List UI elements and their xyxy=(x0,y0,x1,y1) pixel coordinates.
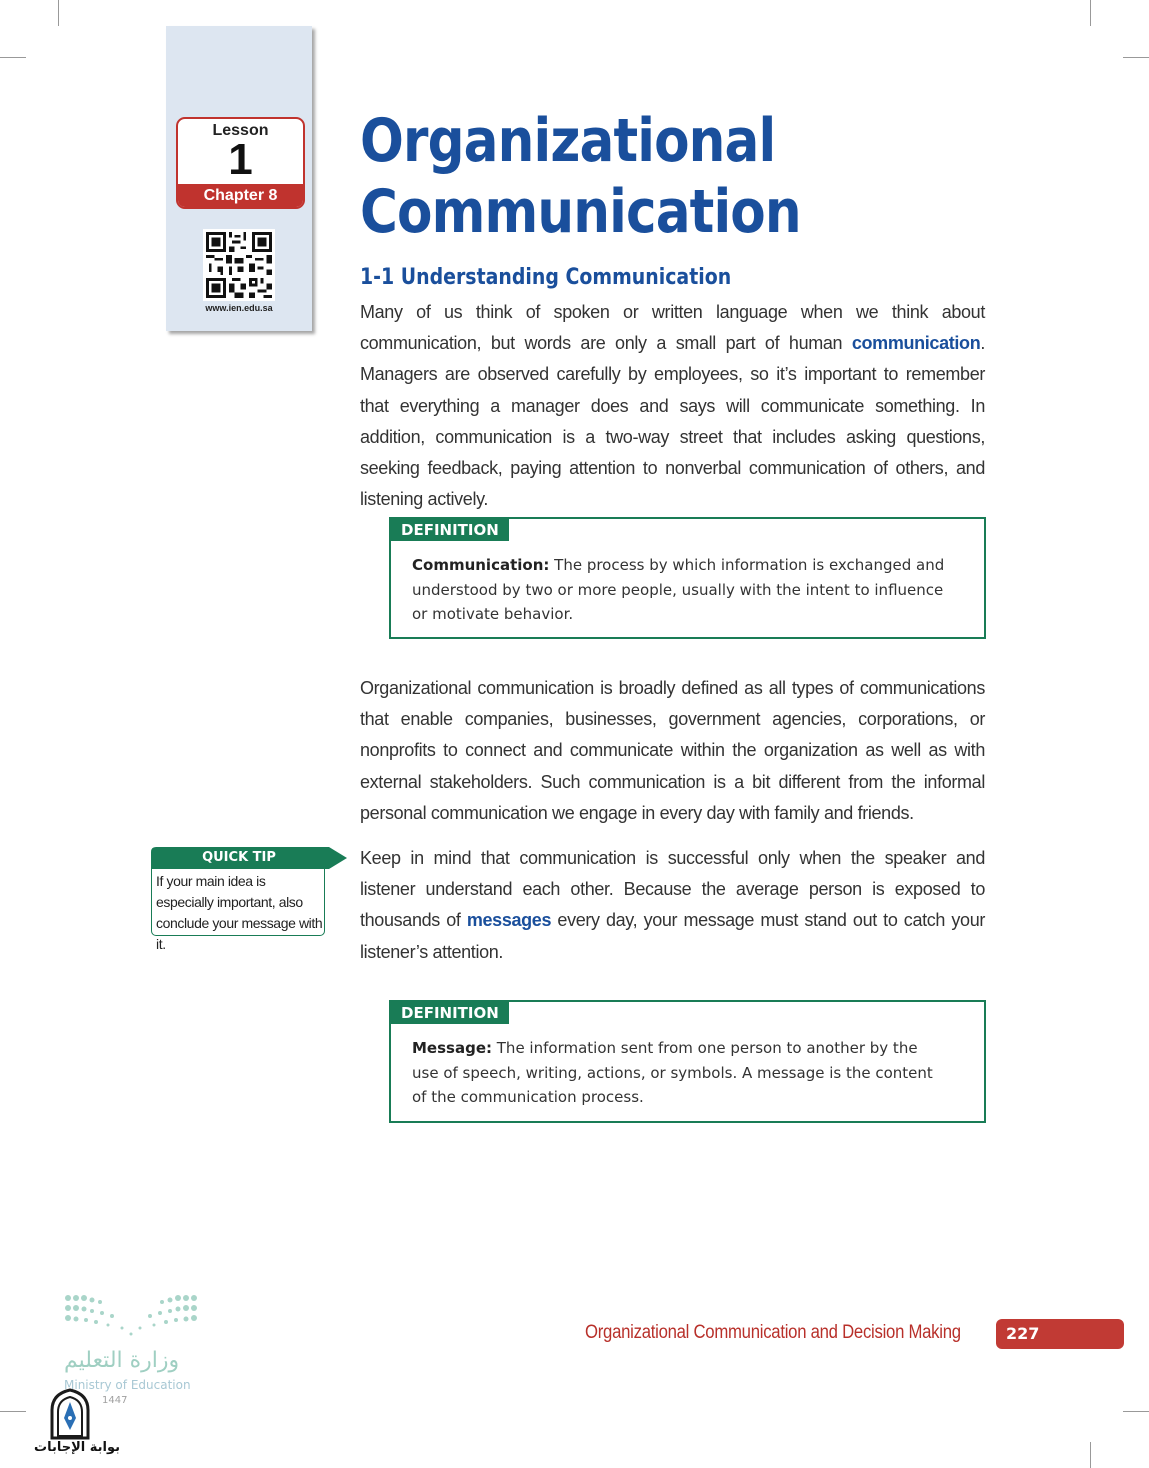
page-title-line-1: Organizational xyxy=(360,106,776,176)
page-number: 227 xyxy=(1006,1324,1040,1343)
crop-mark xyxy=(1123,57,1149,58)
definition-box-message xyxy=(389,1000,986,1123)
crop-mark xyxy=(0,1411,26,1412)
ministry-logo-icon xyxy=(62,1290,200,1340)
lesson-number: 1 xyxy=(228,135,253,184)
quick-tip-text: If your main idea is especially important, also conclude your message with it. xyxy=(151,869,325,936)
body-paragraph-3 xyxy=(360,843,985,968)
qr-code-icon[interactable] xyxy=(202,229,276,301)
portal-name: بوابة الإجابات xyxy=(34,1440,120,1455)
definition-body: The process by which information is exchanged and understood by two or more people, usually with the intent to influence or motivate behavior. xyxy=(412,556,945,623)
keyword-communication: communication xyxy=(851,333,981,354)
paragraph-text: Keep in mind that communication is successful only when the speaker and listener understand each other. Because the average person is exposed to thousands of xyxy=(360,848,985,931)
paragraph-text: Many of us think of spoken or written language when we think about communication, but words are only a small part of human xyxy=(360,302,985,354)
crop-mark xyxy=(1090,0,1091,26)
lesson-label: Lesson xyxy=(212,122,269,139)
definition-text xyxy=(412,1036,947,1110)
section-heading: 1-1 Understanding Communication xyxy=(360,265,732,290)
portal-logo-icon xyxy=(46,1388,94,1440)
ministry-arabic-name: وزارة التعليم xyxy=(64,1348,180,1373)
paragraph-text: every day, your message must stand out to catch your listener’s attention. xyxy=(360,910,985,962)
quick-tip-label: QUICK TIP xyxy=(202,850,276,865)
page-title xyxy=(360,106,842,248)
body-paragraph-2: Organizational communication is broadly defined as all types of communications that enable companies, businesses, government agencies, corporations, or nonprofits to connect and communicate within the organization as well as with external stakeholders. Such communication is a bit different from the informal personal communication we engage in every day with family and friends. xyxy=(360,678,985,823)
definition-term: Message: xyxy=(412,1039,492,1057)
page-title-line-2: Communication xyxy=(360,177,801,247)
crop-mark xyxy=(0,57,26,58)
body-paragraph-1 xyxy=(360,297,985,515)
ministry-year: 1447 xyxy=(102,1395,128,1406)
ministry-english-name: Ministry of Education xyxy=(64,1378,191,1392)
definition-term: Communication: xyxy=(412,556,550,574)
definition-body: The information sent from one person to another by the use of speech, writing, actions, or symbols. A message is the content of the communication process. xyxy=(412,1039,933,1106)
crop-mark xyxy=(58,0,59,26)
lesson-badge xyxy=(176,117,305,209)
paragraph-text: . Managers are observed carefully by employees, so it’s important to remember that everything a manager does and says will communicate something. In addition, communication is a two-way street that includes asking questions, seeking feedback, paying attention to nonverbal communication of others, and listening actively. xyxy=(360,333,985,510)
definition-text xyxy=(412,553,947,627)
keyword-messages: messages xyxy=(466,910,552,931)
chapter-label: Chapter 8 xyxy=(178,184,303,207)
crop-mark xyxy=(1090,1442,1091,1468)
site-url[interactable]: www.ien.edu.sa xyxy=(205,303,273,313)
crop-mark xyxy=(1123,1411,1149,1412)
footer-chapter-title: Organizational Communication and Decision Making xyxy=(585,1322,961,1343)
definition-tag: DEFINITION xyxy=(391,1002,509,1024)
definition-box-communication xyxy=(389,517,986,639)
definition-tag: DEFINITION xyxy=(391,519,509,541)
